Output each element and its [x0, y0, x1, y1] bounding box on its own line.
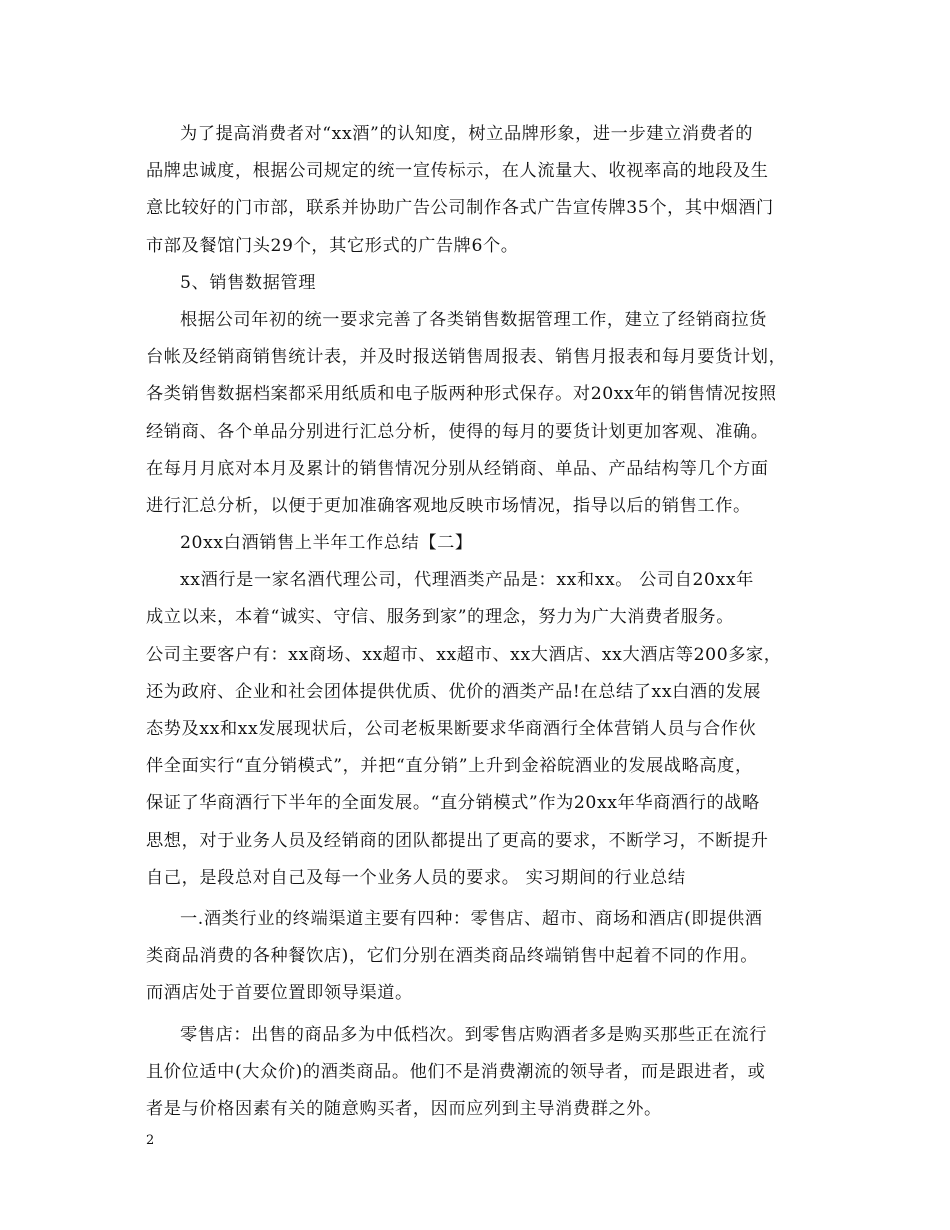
text-line: 一.酒类行业的终端渠道主要有四种：零售店、超市、商场和酒店(即提供酒	[180, 908, 763, 929]
text-line: 而酒店处于首要位置即领导渠道。	[146, 983, 413, 1004]
text-line: 各类销售数据档案都采用纸质和电子版两种形式保存。对20xx年的销售情况按照	[146, 384, 777, 405]
text-line: 态势及xx和xx发展现状后，公司老板果断要求华商酒行全体营销人员与合作伙	[146, 719, 757, 739]
text-line: 为了提高消费者对“xx酒”的认知度，树立品牌形象，进一步建立消费者的	[180, 124, 753, 144]
text-line: 市部及餐馆门头29个，其它形式的广告牌6个。	[146, 235, 519, 256]
text-line: 伴全面实行“直分销模式”，并把“直分销”上升到金裕皖酒业的发展战略高度，	[146, 756, 753, 777]
text-line: 类商品消费的各种餐饮店)，它们分别在酒类商品终端销售中起着不同的作用。	[146, 946, 759, 967]
text-line: 成立以来，本着“诚实、守信、服务到家”的理念，努力为广大消费者服务。	[146, 607, 734, 628]
text-line: 公司主要客户有：xx商场、xx超市、xx超市、xx大酒店、xx大酒店等200多家，	[146, 644, 782, 665]
text-line: 自己，是段总对自己及每一个业务人员的要求。 实习期间的行业总结	[146, 867, 686, 888]
text-line: 还为政府、企业和社会团体提供优质、优价的酒类产品!在总结了xx白酒的发展	[146, 681, 762, 702]
text-line: 思想，对于业务人员及经销商的团队都提出了更高的要求，不断学习，不断提升	[146, 830, 769, 851]
text-line: 经销商、各个单品分别进行汇总分析，使得的每月的要货计划更加客观、准确。	[146, 421, 769, 442]
section-heading: 20xx白酒销售上半年工作总结【二】	[180, 533, 473, 554]
text-line: xx酒行是一家名酒代理公司，代理酒类产品是：xx和xx。 公司自20xx年	[180, 570, 754, 591]
text-line: 进行汇总分析，以便于更加准确客观地反映市场情况，指导以后的销售工作。	[146, 495, 751, 516]
text-line: 且价位适中(大众价)的酒类商品。他们不是消费潮流的领导者，而是跟进者，或	[146, 1061, 766, 1082]
text-line: 意比较好的门市部，联系并协助广告公司制作各式广告宣传牌35个，其中烟酒门	[146, 198, 774, 219]
text-line: 台帐及经销商销售统计表，并及时报送销售周报表、销售月报表和每月要货计划，	[146, 347, 787, 368]
page-number: 2	[146, 1133, 155, 1148]
text-line: 保证了华商酒行下半年的全面发展。“直分销模式”作为20xx年华商酒行的战略	[146, 793, 760, 814]
text-line: 者是与价格因素有关的随意购买者，因而应列到主导消费群之外。	[146, 1098, 662, 1119]
text-line: 品牌忠诚度，根据公司规定的统一宣传标示，在人流量大、收视率高的地段及生	[146, 161, 769, 182]
text-line: 零售店：出售的商品多为中低档次。到零售店购酒者多是购买那些正在流行	[180, 1024, 767, 1045]
section-heading: 5、销售数据管理	[180, 272, 317, 293]
text-line: 根据公司年初的统一要求完善了各类销售数据管理工作，建立了经销商拉货	[180, 309, 767, 330]
text-line: 在每月月底对本月及累计的销售情况分别从经销商、单品、产品结构等几个方面	[146, 458, 769, 479]
document-body	[146, 116, 806, 1128]
